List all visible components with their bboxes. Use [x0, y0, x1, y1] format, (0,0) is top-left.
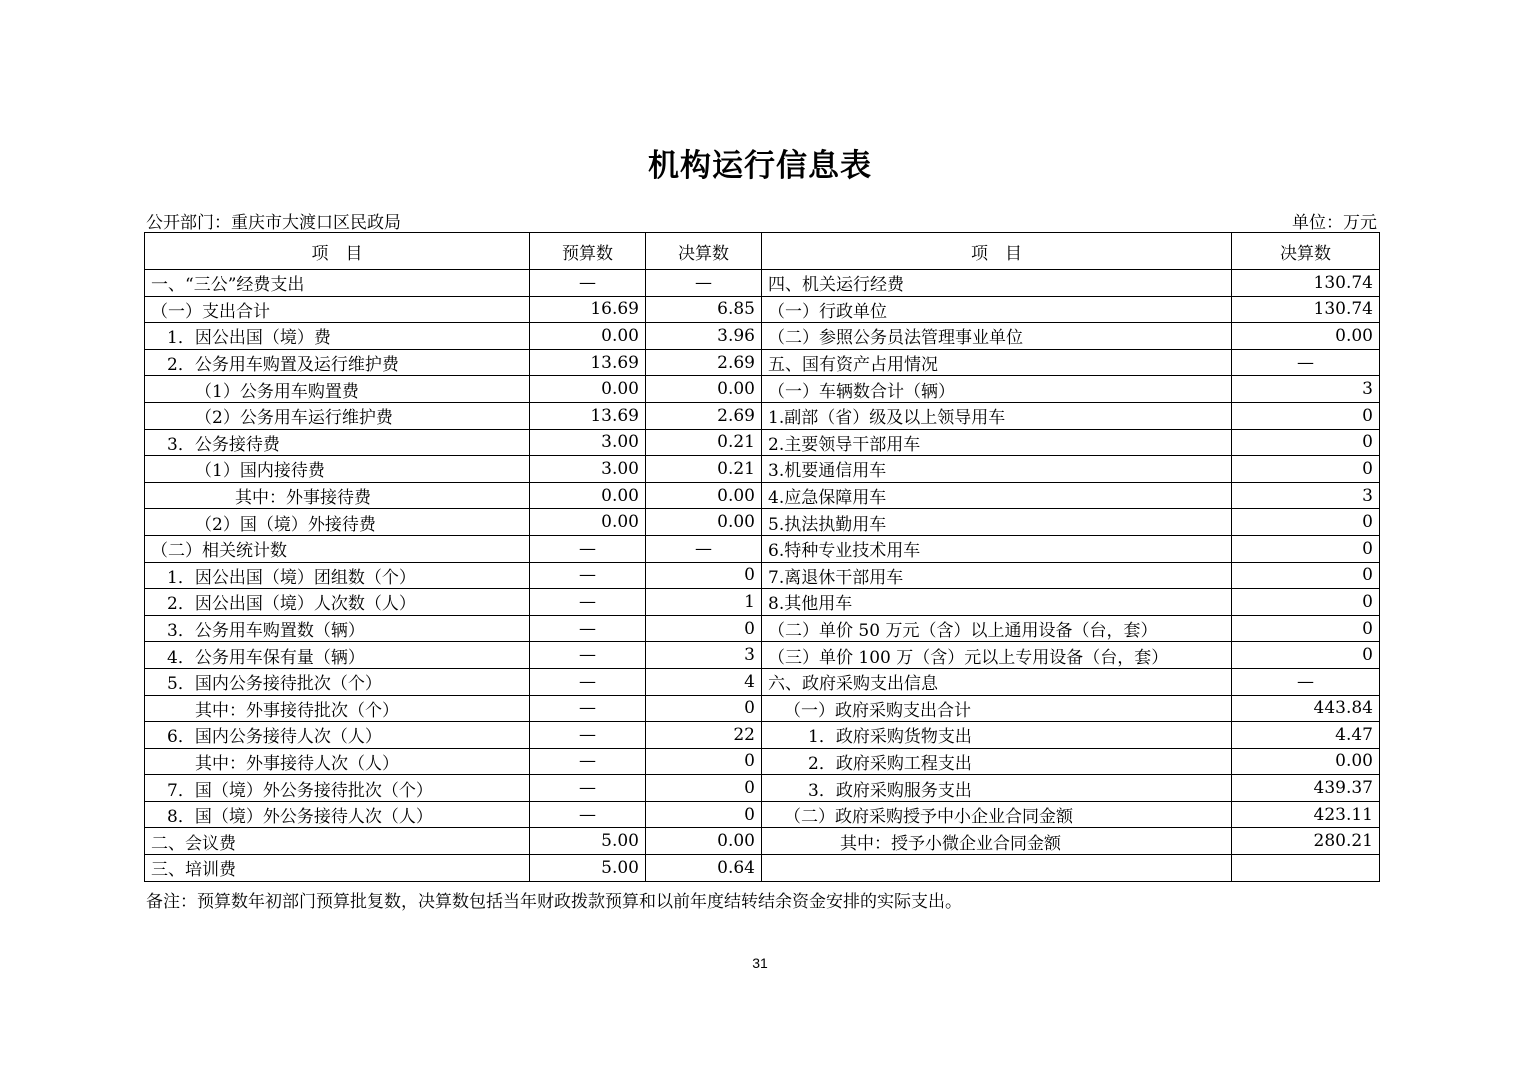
row-final-right: —	[1232, 668, 1380, 695]
row-item-left: 1．因公出国（境）费	[145, 323, 530, 350]
row-item-left: 1．因公出国（境）团组数（个）	[145, 562, 530, 589]
row-item-left: （1）国内接待费	[145, 456, 530, 483]
table-row	[145, 615, 1380, 642]
row-final-right: 0.00	[1232, 323, 1380, 350]
footnote: 备注：预算数年初部门预算批复数，决算数包括当年财政拨款预算和以前年度结转结余资金安排的实际支出。	[146, 892, 962, 912]
row-final-right: 0	[1232, 456, 1380, 483]
info-table	[144, 232, 1380, 882]
row-item-right: 8.其他用车	[762, 589, 1232, 616]
row-item-right: 五、国有资产占用情况	[762, 349, 1232, 376]
table-row	[145, 482, 1380, 509]
row-item-right: 1.副部（省）级及以上领导用车	[762, 402, 1232, 429]
table-row	[145, 748, 1380, 775]
row-item-right: 2．政府采购工程支出	[762, 748, 1232, 775]
table-header-row	[145, 233, 1380, 270]
row-item-left: 其中：外事接待人次（人）	[145, 748, 530, 775]
row-item-right: （二）政府采购授予中小企业合同金额	[762, 801, 1232, 828]
row-final-left: 1	[646, 589, 762, 616]
row-final-right: 130.74	[1232, 296, 1380, 323]
row-final-left: 4	[646, 668, 762, 695]
row-final-right: 443.84	[1232, 695, 1380, 722]
row-item-right: 1．政府采购货物支出	[762, 722, 1232, 749]
row-final-left: 6.85	[646, 296, 762, 323]
table-row	[145, 775, 1380, 802]
row-item-right: 其中：授予小微企业合同金额	[762, 828, 1232, 855]
row-item-left: 一、“三公”经费支出	[145, 270, 530, 297]
table-row	[145, 296, 1380, 323]
row-final-left: 0.21	[646, 456, 762, 483]
row-budget: 13.69	[530, 402, 646, 429]
row-budget: —	[530, 589, 646, 616]
row-final-right: 0	[1232, 562, 1380, 589]
row-final-right: 4.47	[1232, 722, 1380, 749]
row-item-right: 4.应急保障用车	[762, 482, 1232, 509]
row-item-left: 6．国内公务接待人次（人）	[145, 722, 530, 749]
row-item-right: （一）车辆数合计（辆）	[762, 376, 1232, 403]
row-final-right	[1232, 855, 1380, 882]
row-final-right: 3	[1232, 376, 1380, 403]
table-row	[145, 722, 1380, 749]
row-final-left: 0.00	[646, 482, 762, 509]
table-row	[145, 801, 1380, 828]
table-row	[145, 828, 1380, 855]
row-final-left: 3	[646, 642, 762, 669]
page-number: 31	[752, 955, 768, 971]
row-final-left: 3.96	[646, 323, 762, 350]
table-row	[145, 535, 1380, 562]
unit-label: 单位：万元	[1292, 213, 1377, 233]
table-row	[145, 855, 1380, 882]
row-final-left: 2.69	[646, 349, 762, 376]
row-budget: —	[530, 535, 646, 562]
row-final-right: 0	[1232, 429, 1380, 456]
row-final-left: 0.21	[646, 429, 762, 456]
row-budget: 3.00	[530, 456, 646, 483]
row-final-left: 0.00	[646, 828, 762, 855]
table-row	[145, 270, 1380, 297]
row-item-left: 7．国（境）外公务接待批次（个）	[145, 775, 530, 802]
row-final-right: 0	[1232, 642, 1380, 669]
row-item-right: 6.特种专业技术用车	[762, 535, 1232, 562]
row-final-right: 280.21	[1232, 828, 1380, 855]
row-final-left: 0	[646, 695, 762, 722]
row-item-left: （2）国（境）外接待费	[145, 509, 530, 536]
row-budget: 0.00	[530, 509, 646, 536]
row-item-right: 2.主要领导干部用车	[762, 429, 1232, 456]
header-final-right: 决算数	[1232, 233, 1380, 270]
row-budget: —	[530, 270, 646, 297]
header-item-left: 项 目	[145, 233, 530, 270]
row-item-right: （二）单价 50 万元（含）以上通用设备（台，套）	[762, 615, 1232, 642]
row-final-left: 0	[646, 801, 762, 828]
row-budget: 16.69	[530, 296, 646, 323]
row-final-right: 0.00	[1232, 748, 1380, 775]
row-final-right: 0	[1232, 615, 1380, 642]
row-final-left: 0.64	[646, 855, 762, 882]
row-item-left: 3．公务接待费	[145, 429, 530, 456]
row-final-left: 0	[646, 748, 762, 775]
row-budget: —	[530, 801, 646, 828]
table-row	[145, 509, 1380, 536]
row-budget: 5.00	[530, 828, 646, 855]
row-budget: —	[530, 642, 646, 669]
row-budget: —	[530, 695, 646, 722]
row-final-left: 0.00	[646, 509, 762, 536]
row-item-left: 4．公务用车保有量（辆）	[145, 642, 530, 669]
row-final-left: 0	[646, 562, 762, 589]
table-row	[145, 349, 1380, 376]
row-final-left: 2.69	[646, 402, 762, 429]
row-item-right: 3．政府采购服务支出	[762, 775, 1232, 802]
row-item-right: （一）政府采购支出合计	[762, 695, 1232, 722]
row-budget: —	[530, 722, 646, 749]
row-item-right: 六、政府采购支出信息	[762, 668, 1232, 695]
row-item-left: 二、会议费	[145, 828, 530, 855]
table-row	[145, 376, 1380, 403]
row-item-right: 3.机要通信用车	[762, 456, 1232, 483]
row-final-left: 0	[646, 775, 762, 802]
row-item-left: 其中：外事接待费	[145, 482, 530, 509]
row-budget: 13.69	[530, 349, 646, 376]
table-row	[145, 562, 1380, 589]
table-body	[145, 270, 1380, 882]
row-final-left: 22	[646, 722, 762, 749]
row-final-left: —	[646, 270, 762, 297]
row-item-right: （三）单价 100 万（含）元以上专用设备（台，套）	[762, 642, 1232, 669]
row-item-left: 三、培训费	[145, 855, 530, 882]
row-budget: 5.00	[530, 855, 646, 882]
header-final-left: 决算数	[646, 233, 762, 270]
department-label: 公开部门：重庆市大渡口区民政局	[146, 213, 401, 233]
row-item-right: （一）行政单位	[762, 296, 1232, 323]
table-row	[145, 589, 1380, 616]
page-title: 机构运行信息表	[648, 148, 872, 184]
row-budget: —	[530, 668, 646, 695]
row-item-right: （二）参照公务员法管理事业单位	[762, 323, 1232, 350]
row-item-left: 5．国内公务接待批次（个）	[145, 668, 530, 695]
table-row	[145, 456, 1380, 483]
table-row	[145, 668, 1380, 695]
row-item-left: （一）支出合计	[145, 296, 530, 323]
row-final-right: 423.11	[1232, 801, 1380, 828]
row-budget: 3.00	[530, 429, 646, 456]
row-item-right: 5.执法执勤用车	[762, 509, 1232, 536]
row-item-left: （1）公务用车购置费	[145, 376, 530, 403]
row-item-right: 四、机关运行经费	[762, 270, 1232, 297]
row-final-right: 439.37	[1232, 775, 1380, 802]
row-budget: 0.00	[530, 482, 646, 509]
row-item-right	[762, 855, 1232, 882]
table-row	[145, 695, 1380, 722]
row-budget: —	[530, 562, 646, 589]
row-final-right: 0	[1232, 589, 1380, 616]
table-row	[145, 642, 1380, 669]
row-item-left: 2．公务用车购置及运行维护费	[145, 349, 530, 376]
row-item-left: 其中：外事接待批次（个）	[145, 695, 530, 722]
row-final-right: 3	[1232, 482, 1380, 509]
row-final-left: —	[646, 535, 762, 562]
row-budget: —	[530, 615, 646, 642]
row-final-left: 0.00	[646, 376, 762, 403]
header-budget: 预算数	[530, 233, 646, 270]
header-item-right: 项 目	[762, 233, 1232, 270]
row-budget: 0.00	[530, 323, 646, 350]
table-row	[145, 323, 1380, 350]
row-budget: 0.00	[530, 376, 646, 403]
row-final-right: 130.74	[1232, 270, 1380, 297]
row-final-right: 0	[1232, 509, 1380, 536]
row-item-left: 8．国（境）外公务接待人次（人）	[145, 801, 530, 828]
row-final-right: 0	[1232, 535, 1380, 562]
row-item-left: （2）公务用车运行维护费	[145, 402, 530, 429]
table-row	[145, 429, 1380, 456]
row-final-right: 0	[1232, 402, 1380, 429]
row-item-left: （二）相关统计数	[145, 535, 530, 562]
row-budget: —	[530, 748, 646, 775]
table-row	[145, 402, 1380, 429]
row-final-left: 0	[646, 615, 762, 642]
row-item-right: 7.离退休干部用车	[762, 562, 1232, 589]
row-budget: —	[530, 775, 646, 802]
row-item-left: 2．因公出国（境）人次数（人）	[145, 589, 530, 616]
row-item-left: 3．公务用车购置数（辆）	[145, 615, 530, 642]
row-final-right: —	[1232, 349, 1380, 376]
